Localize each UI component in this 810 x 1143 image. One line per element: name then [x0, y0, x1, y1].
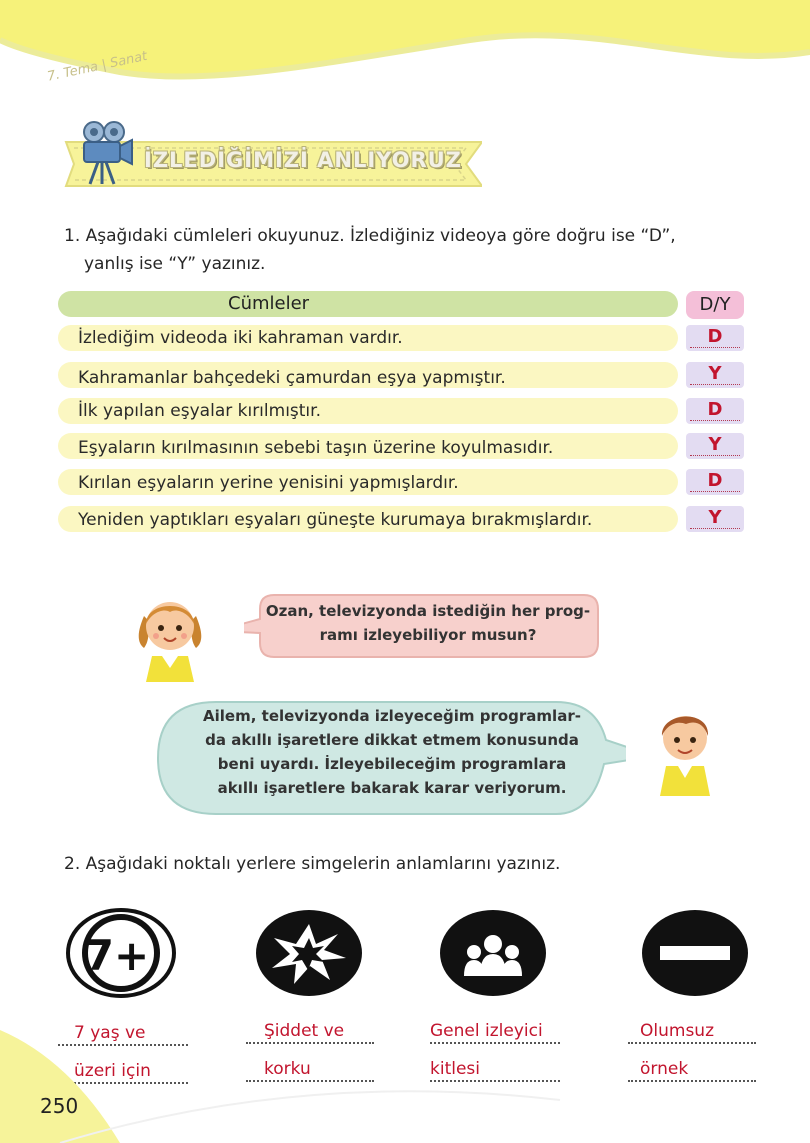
symbol-answer-line2: kitlesi — [430, 1059, 480, 1079]
table-header-answer: D/Y — [686, 291, 744, 319]
row-answer-box[interactable] — [686, 325, 744, 351]
row-sentence: Eşyaların kırılmasının sebebi taşın üzerine koyulmasıdır. — [78, 438, 554, 458]
boy-speech-line4: akıllı işaretlere bakarak karar veriyorum. — [217, 779, 567, 797]
answer-dotted-line[interactable] — [430, 1042, 560, 1044]
boy-speech-line3: beni uyardı. İzleyebileceğim programlara — [217, 755, 567, 773]
table-header-sentences: Cümleler — [228, 293, 310, 314]
row-answer: Y — [708, 507, 722, 528]
video-camera-icon — [76, 120, 136, 186]
symbol-answer-line1: Şiddet ve — [264, 1021, 345, 1041]
question-2: 2. Aşağıdaki noktalı yerlere simgelerin anlamlarını yazınız. — [64, 854, 561, 874]
seven-plus-icon — [66, 908, 176, 998]
girl-speech-line2: ramı izleyebiliyor musun? — [319, 626, 537, 644]
row-sentence: Kırılan eşyaların yerine yenisini yapmışlardır. — [78, 473, 459, 493]
answer-dotted-line[interactable] — [628, 1080, 756, 1082]
question-1-line2: yanlış ise “Y” yazınız. — [84, 254, 266, 274]
row-answer-box[interactable] — [686, 506, 744, 532]
question-1-line1: 1. Aşağıdaki cümleleri okuyunuz. İzlediğiniz videoya göre doğru ise “D”, — [64, 226, 676, 246]
symbol-answer-line1: Genel izleyici — [430, 1021, 543, 1041]
page-number: 250 — [40, 1094, 79, 1118]
girl-character-icon — [130, 586, 210, 682]
table-header-bar — [58, 291, 678, 317]
symbol-answer-line1: 7 yaş ve — [74, 1023, 146, 1043]
symbol-answer-line2: korku — [264, 1059, 311, 1079]
row-answer: D — [707, 470, 723, 491]
seven-plus-symbol-text: 7+ — [84, 931, 150, 980]
answer-dotted-line[interactable] — [246, 1042, 374, 1044]
banner-title: İZLEDİĞİMİZİ ANLIYORUZ — [144, 148, 462, 172]
boy-character-icon — [652, 700, 718, 796]
negative-example-icon — [640, 908, 750, 998]
boy-speech-line2: da akıllı işaretlere dikkat etmem konusunda — [205, 731, 579, 749]
row-answer-box[interactable] — [686, 469, 744, 495]
symbol-answer-line2: üzeri için — [74, 1061, 151, 1081]
girl-speech-text — [258, 599, 598, 647]
boy-speech-text — [172, 704, 612, 800]
row-sentence: Yeniden yaptıkları eşyaları güneşte kurumaya bırakmışlardır. — [78, 510, 593, 530]
row-answer: D — [707, 326, 723, 347]
symbol-answer-line2: örnek — [640, 1059, 689, 1079]
girl-speech-line1: Ozan, televizyonda istediğin her prog- — [265, 602, 591, 620]
row-answer: D — [707, 399, 723, 420]
boy-speech-line1: Ailem, televizyonda izleyeceğim programlar- — [203, 707, 581, 725]
row-answer-box[interactable] — [686, 362, 744, 388]
theme-label: 7. Tema | Sanat — [46, 48, 149, 85]
question-1 — [64, 222, 764, 278]
row-sentence: Kahramanlar bahçedeki çamurdan eşya yapmıştır. — [78, 368, 506, 388]
bottom-arc-decoration — [0, 1060, 600, 1143]
row-sentence: İzlediğim videoda iki kahraman vardır. — [78, 328, 403, 348]
row-sentence: İlk yapılan eşyalar kırılmıştır. — [78, 401, 321, 421]
row-answer: Y — [708, 434, 722, 455]
violence-burst-icon — [254, 908, 364, 998]
row-answer-box[interactable] — [686, 398, 744, 424]
general-audience-icon — [438, 908, 548, 998]
answer-dotted-line[interactable] — [628, 1042, 756, 1044]
symbol-answer-line1: Olumsuz — [640, 1021, 714, 1041]
row-answer-box[interactable] — [686, 433, 744, 459]
row-answer: Y — [708, 363, 722, 384]
